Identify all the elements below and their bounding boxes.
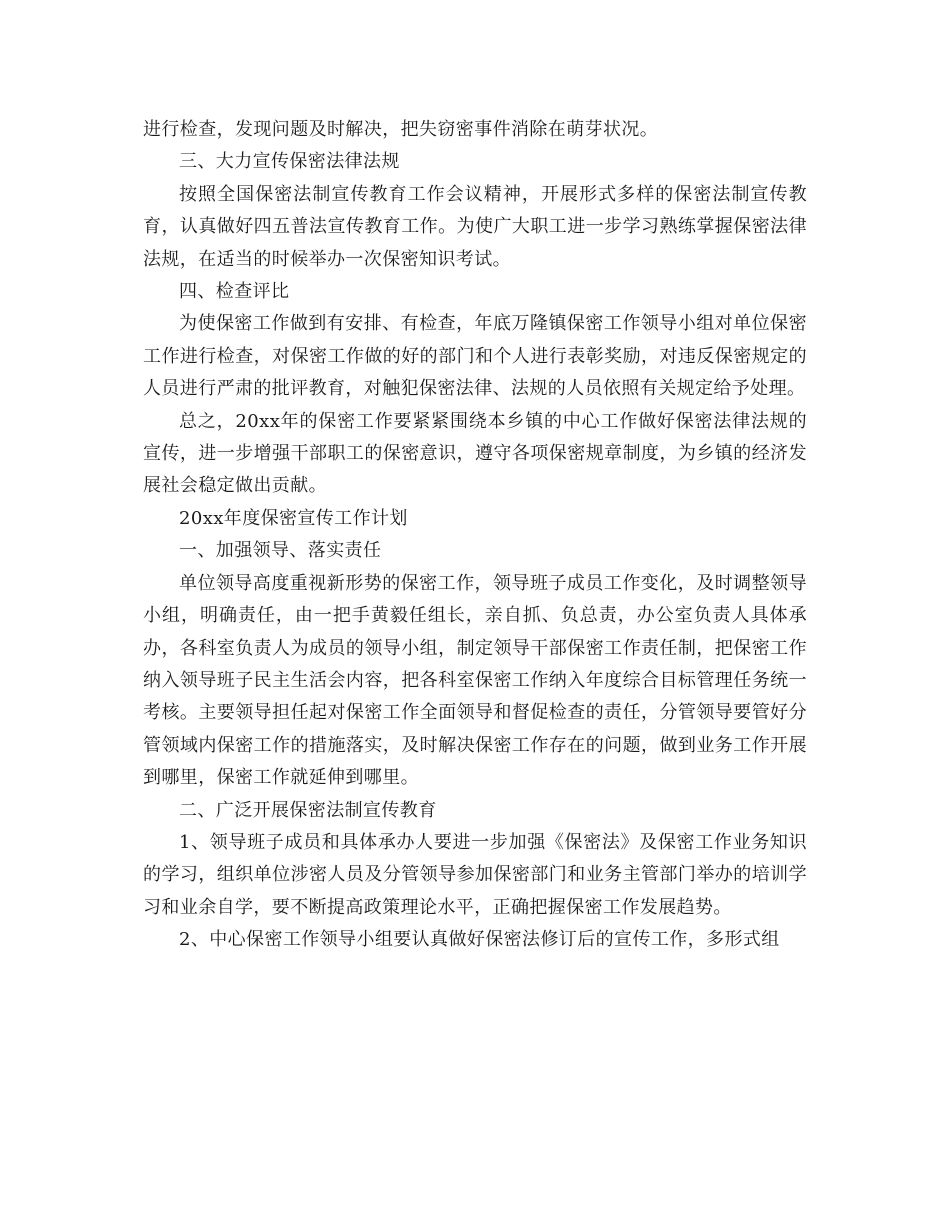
paragraph-conclusion: 总之，20xx年的保密工作要紧紧围绕本乡镇的中心工作做好保密法律法规的宣传，进一步增强干部职工的保密意识，遵守各项保密规章制度，为乡镇的经济发展社会稳定做出贡献。 <box>143 410 807 497</box>
section-heading-2: 二、广泛开展保密法制宣传教育 <box>179 799 437 821</box>
paragraph-continuation: 进行检查，发现问题及时解决，把失窃密事件消除在萌芽状况。 <box>143 119 659 140</box>
document-body <box>143 114 807 957</box>
section-heading-1: 一、加强领导、落实责任 <box>179 540 382 562</box>
paragraph-item-2: 2、中心保密工作领导小组要认真做好保密法修订后的宣传工作，多形式组 <box>179 929 780 951</box>
document-title: 20xx年度保密宣传工作计划 <box>179 507 408 529</box>
paragraph-item-1: 1、领导班子成员和具体承办人要进一步加强《保密法》及保密工作业务知识的学习，组织单位涉密人员及分管领导参加保密部门和业务主管部门举办的培训学习和业余自学，要不断提高政策理论水平，正确把握保密工作发展趋势。 <box>143 831 807 918</box>
section-heading-4: 四、检查评比 <box>179 281 290 303</box>
paragraph: 单位领导高度重视新形势的保密工作，领导班子成员工作变化，及时调整领导小组，明确责任，由一把手黄毅任组长，亲自抓、负总责，办公室负责人具体承办，各科室负责人为成员的领导小组，制定领导干部保密工作责任制，把保密工作纳入领导班子民主生活会内容，把各科室保密工作纳入年度综合目标管理任务统一考核。主要领导担任起对保密工作全面领导和督促检查的责任，分管领导要管好分管领域内保密工作的措施落实，及时解决保密工作存在的问题，做到业务工作开展到哪里，保密工作就延伸到哪里。 <box>143 572 807 789</box>
section-heading-3: 三、大力宣传保密法律法规 <box>179 151 400 173</box>
paragraph: 按照全国保密法制宣传教育工作会议精神，开展形式多样的保密法制宣传教育，认真做好四五普法宣传教育工作。为使广大职工进一步学习熟练掌握保密法律法规，在适当的时候举办一次保密知识考试。 <box>143 183 807 270</box>
paragraph: 为使保密工作做到有安排、有检查，年底万隆镇保密工作领导小组对单位保密工作进行检查，对保密工作做的好的部门和个人进行表彰奖励，对违反保密规定的人员进行严肃的批评教育，对触犯保密法律、法规的人员依照有关规定给予处理。 <box>143 313 807 400</box>
